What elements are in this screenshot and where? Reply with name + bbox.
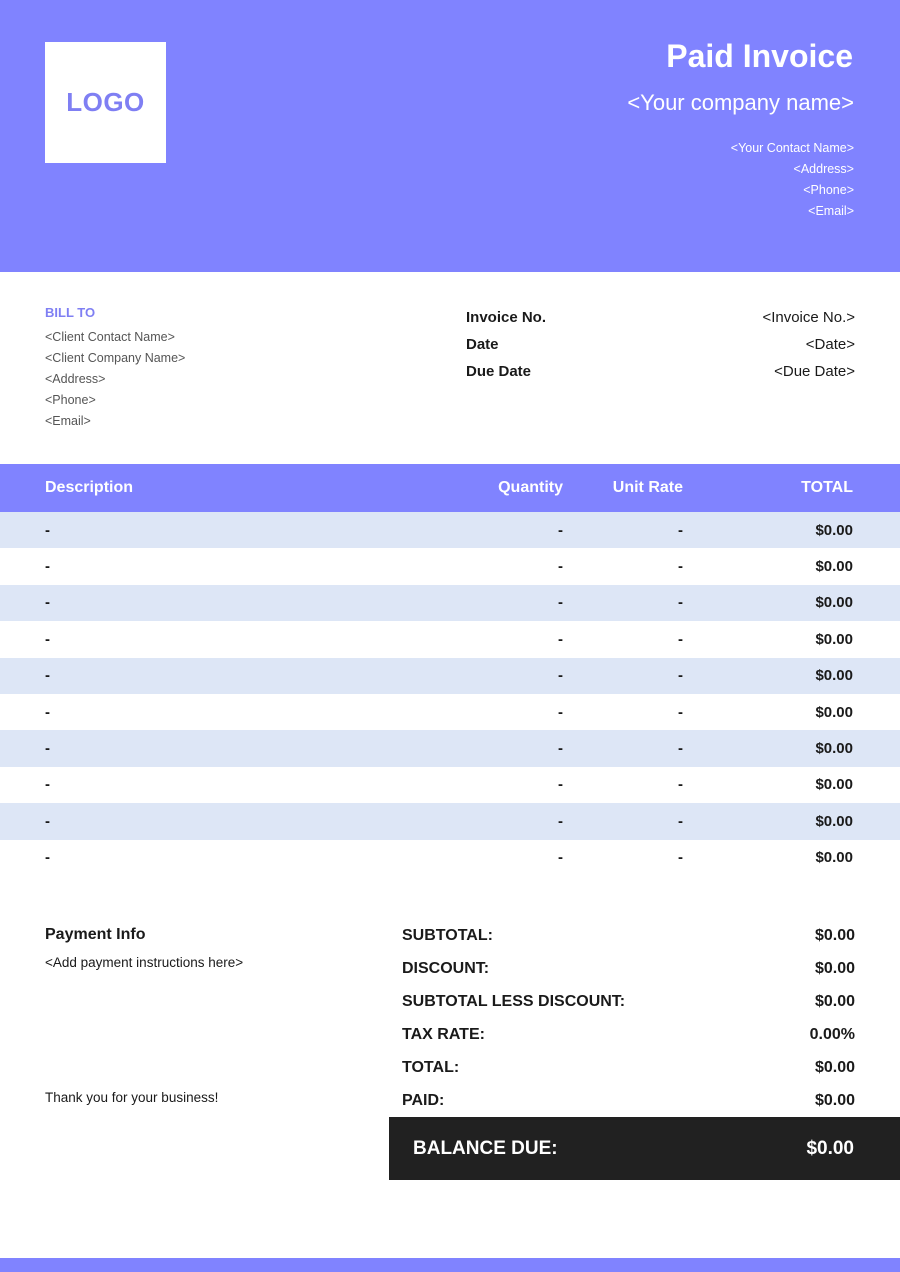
row-quantity: - [558,703,563,721]
row-total: $0.00 [815,667,853,685]
row-quantity: - [558,667,563,685]
row-description: - [45,849,50,867]
tax-rate-row [402,1018,855,1051]
balance-due-bar [389,1117,900,1180]
row-description: - [45,521,50,539]
table-row [0,803,900,839]
line-items-table [0,464,900,876]
row-quantity: - [558,740,563,758]
payment-info-title: Payment Info [45,926,146,943]
company-contact-name: <Your Contact Name> [730,141,854,155]
row-description: - [45,558,50,576]
subtotal-label: SUBTOTAL: [402,926,493,944]
meta-row-invoice-no [466,304,855,331]
row-unit-rate: - [678,594,683,612]
meta-row-due-date [466,358,855,385]
bill-to-block [45,327,185,432]
table-row [0,548,900,584]
header-total: TOTAL [801,479,853,496]
table-row [0,767,900,803]
row-total: $0.00 [815,703,853,721]
company-address: <Address> [793,162,854,176]
row-total: $0.00 [815,521,853,539]
row-unit-rate: - [678,812,683,830]
client-contact-name: <Client Contact Name> [45,330,175,344]
invoice-no-label: Invoice No. [466,309,547,326]
row-quantity: - [558,630,563,648]
row-quantity: - [558,812,563,830]
payment-instructions: <Add payment instructions here> [45,955,244,970]
footer-accent-bar [0,1258,900,1272]
company-phone: <Phone> [803,183,854,197]
totals-summary [402,919,855,1117]
subtotal-less-discount-label: SUBTOTAL LESS DISCOUNT: [402,992,626,1010]
row-unit-rate: - [678,849,683,867]
table-row [0,840,900,876]
row-quantity: - [558,521,563,539]
row-unit-rate: - [678,667,683,685]
row-description: - [45,667,50,685]
table-row [0,621,900,657]
balance-due-value: $0.00 [806,1137,854,1159]
row-description: - [45,740,50,758]
header-quantity: Quantity [498,479,563,496]
date-label: Date [466,336,499,353]
company-email: <Email> [808,204,854,218]
due-date-label: Due Date [466,363,532,380]
balance-due-label: BALANCE DUE: [413,1137,558,1159]
row-unit-rate: - [678,776,683,794]
client-address: <Address> [45,372,106,386]
row-total: $0.00 [815,776,853,794]
row-quantity: - [558,849,563,867]
invoice-meta [466,304,855,385]
row-total: $0.00 [815,558,853,576]
client-phone: <Phone> [45,393,96,407]
row-unit-rate: - [678,740,683,758]
row-description: - [45,776,50,794]
row-description: - [45,812,50,830]
discount-label: DISCOUNT: [402,959,490,977]
thank-you-note: Thank you for your business! [45,1090,219,1105]
paid-label: PAID: [402,1091,445,1109]
total-value: $0.00 [814,1058,855,1076]
row-unit-rate: - [678,630,683,648]
table-row [0,730,900,766]
paid-row [402,1084,855,1117]
invoice-title: Paid Invoice [666,38,853,74]
row-unit-rate: - [678,703,683,721]
table-row [0,658,900,694]
company-contact-block [731,138,854,222]
header-unit-rate: Unit Rate [612,479,683,496]
invoice-header [0,0,900,272]
row-unit-rate: - [678,558,683,576]
client-company-name: <Client Company Name> [45,351,186,365]
subtotal-row [402,919,855,952]
tax-rate-label: TAX RATE: [402,1025,485,1043]
row-total: $0.00 [815,740,853,758]
total-row [402,1051,855,1084]
row-description: - [45,630,50,648]
subtotal-less-discount-value: $0.00 [814,992,855,1010]
invoice-no-value: <Invoice No.> [762,309,855,326]
bill-to-label: BILL TO [45,305,96,320]
subtotal-value: $0.00 [814,926,855,944]
row-total: $0.00 [815,849,853,867]
subtotal-less-discount-row [402,985,855,1018]
meta-row-date [466,331,855,358]
logo-placeholder [45,42,166,163]
row-total: $0.00 [815,630,853,648]
total-label: TOTAL: [402,1058,460,1076]
row-quantity: - [558,776,563,794]
table-row [0,694,900,730]
row-quantity: - [558,558,563,576]
discount-row [402,952,855,985]
date-value: <Date> [805,336,855,353]
row-description: - [45,703,50,721]
paid-value: $0.00 [814,1091,855,1109]
header-description: Description [45,479,134,496]
company-name: <Your company name> [627,90,854,115]
table-row [0,512,900,548]
row-quantity: - [558,594,563,612]
table-header-row [0,464,900,512]
discount-value: $0.00 [814,959,855,977]
tax-rate-value: 0.00% [809,1025,855,1043]
row-unit-rate: - [678,521,683,539]
logo-text: LOGO [66,87,145,117]
due-date-value: <Due Date> [774,363,855,380]
row-description: - [45,594,50,612]
client-email: <Email> [45,414,91,428]
row-total: $0.00 [815,812,853,830]
table-row [0,585,900,621]
row-total: $0.00 [815,594,853,612]
